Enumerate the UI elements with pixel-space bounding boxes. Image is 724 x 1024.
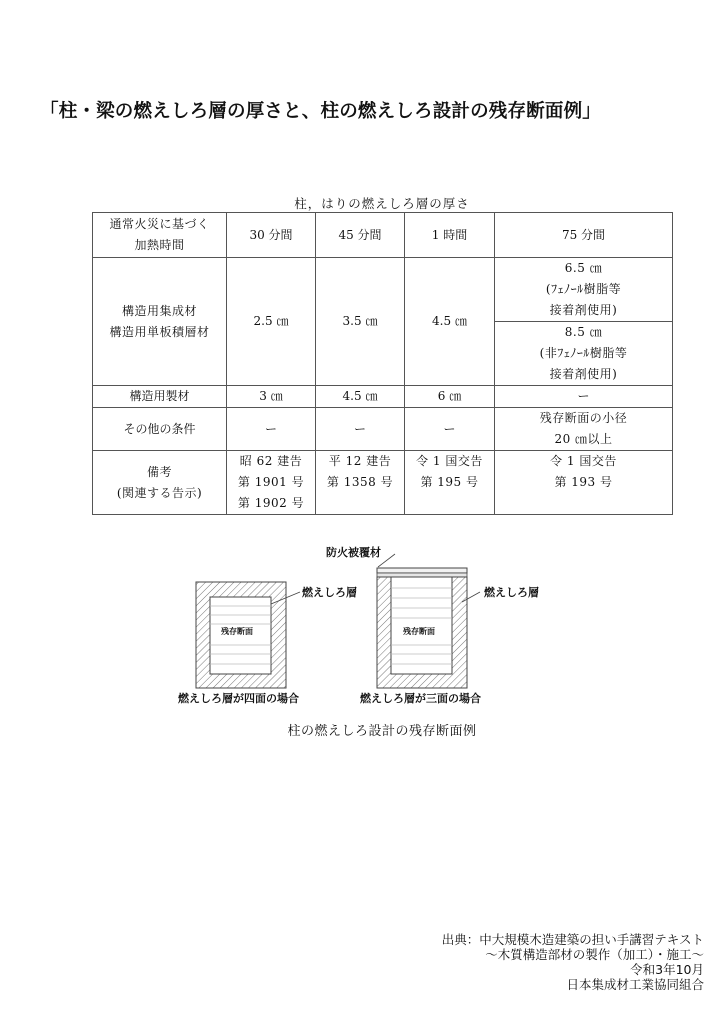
table-caption: 柱，はりの燃えしろ層の厚さ: [294, 196, 470, 211]
cell-line: (ﾌｪﾉｰﾙ樹脂等: [545, 282, 622, 296]
three-sides-caption: 燃えしろ層が三面の場合: [360, 692, 481, 705]
cell-line: 第 1902 号: [237, 496, 305, 510]
other-label: その他の条件: [93, 408, 227, 451]
cell-line: 第 193 号: [554, 475, 613, 489]
sawn-75min: ー: [495, 386, 673, 408]
laminated-1hour: 4.5 ㎝: [405, 258, 495, 386]
residual-section-diagram: [0, 540, 724, 710]
laminated-75min-non-phenol: [495, 322, 673, 386]
fireproof-cover-top: [377, 568, 467, 573]
cell-line: 6.5 ㎝: [564, 261, 603, 275]
cell-line: 令 1 国交告: [550, 454, 617, 468]
residual-label-left: 残存断面: [221, 627, 253, 636]
laminated-30min: 2.5 ㎝: [227, 258, 316, 386]
header-30min: 30 分間: [227, 213, 316, 258]
cell-line: 昭 62 建告: [239, 454, 303, 468]
table-row: [93, 258, 673, 322]
page-title: 「柱・梁の燃えしろ層の厚さと、柱の燃えしろ設計の残存断面例」: [40, 101, 602, 122]
cell-line: 第 195 号: [420, 475, 479, 489]
header-row-label: [93, 213, 227, 258]
source-citation: [442, 932, 704, 992]
header-45min: 45 分間: [316, 213, 405, 258]
row-label-line: (関連する告示): [116, 485, 203, 500]
char-layer-thickness-table: [92, 212, 673, 515]
notes-label: [93, 451, 227, 515]
other-75min: [495, 408, 673, 451]
other-45min: ー: [316, 408, 405, 451]
other-1hour: ー: [405, 408, 495, 451]
cell-line: 第 1901 号: [237, 475, 305, 489]
source-line: 出典：中大規模木造建築の担い手講習テキスト: [441, 932, 704, 947]
notes-30min: [227, 451, 316, 515]
table-row: [93, 451, 673, 515]
source-line: 日本集成材工業協同組合: [566, 977, 704, 992]
fireproof-cover-bottom: [377, 573, 467, 577]
laminated-label: [93, 258, 227, 386]
source-line: 〜木質構造部材の製作（加工）・施工〜: [485, 947, 704, 962]
source-line: 令和3年10月: [630, 962, 704, 977]
laminated-45min: 3.5 ㎝: [316, 258, 405, 386]
cell-line: 接着剤使用): [549, 367, 618, 381]
notes-45min: [316, 451, 405, 515]
cell-line: (非ﾌｪﾉｰﾙ樹脂等: [539, 346, 628, 360]
sawn-45min: 4.5 ㎝: [316, 386, 405, 408]
other-30min: ー: [227, 408, 316, 451]
cell-line: 残存断面の小径: [539, 411, 628, 425]
table-row: [93, 408, 673, 451]
header-75min: 75 分間: [495, 213, 673, 258]
diagram-svg: [0, 540, 724, 710]
cell-line: 第 1358 号: [326, 475, 394, 489]
header-label-line: 加熱時間: [134, 238, 185, 252]
sawn-label: 構造用製材: [93, 386, 227, 408]
sawn-30min: 3 ㎝: [227, 386, 316, 408]
cell-line: 平 12 建告: [328, 454, 392, 468]
char-layer-label-left: 燃えしろ層: [302, 586, 357, 599]
row-label-line: 構造用集成材: [121, 303, 197, 318]
residual-label-right: 残存断面: [403, 627, 435, 636]
cell-line: 令 1 国交告: [416, 454, 483, 468]
table-row: [93, 386, 673, 408]
notes-75min: [495, 451, 673, 515]
table-row: [93, 213, 673, 258]
notes-1hour: [405, 451, 495, 515]
row-label-line: 備考: [146, 464, 172, 479]
row-label-line: 構造用単板積層材: [109, 324, 210, 339]
char-layer-label-right: 燃えしろ層: [484, 586, 539, 599]
sawn-1hour: 6 ㎝: [405, 386, 495, 408]
fireproof-cover-label: 防火被覆材: [326, 546, 381, 559]
cell-line: 8.5 ㎝: [564, 325, 603, 339]
laminated-75min-phenol: [495, 258, 673, 322]
cell-line: 接着剤使用): [549, 303, 618, 317]
cell-line: 20 ㎝以上: [554, 432, 613, 446]
figure-caption: 柱の燃えしろ設計の残存断面例: [287, 724, 477, 739]
header-1hour: 1 時間: [405, 213, 495, 258]
four-sides-caption: 燃えしろ層が四面の場合: [178, 692, 299, 705]
header-label-line: 通常火災に基づく: [109, 217, 210, 231]
three-sides-section: [377, 554, 480, 688]
